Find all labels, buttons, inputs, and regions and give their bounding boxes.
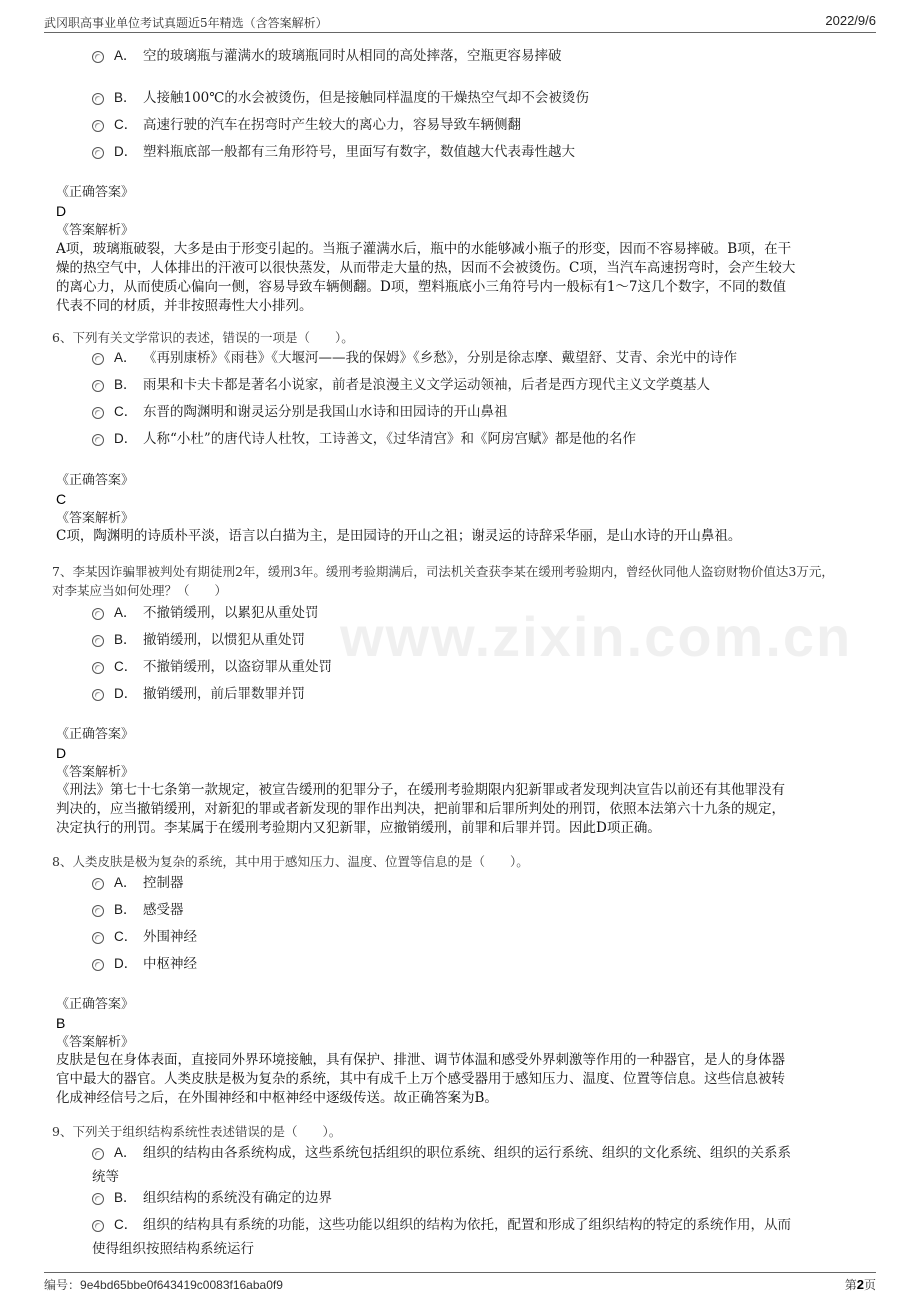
radio-icon[interactable] <box>92 635 104 647</box>
question-9: 9、下列关于组织结构系统性表述错误的是（ ）。 <box>52 1124 342 1139</box>
document-title: 武冈职高事业单位考试真题近5年精选（含答案解析） <box>44 16 328 30</box>
option-text: 控制器 <box>143 875 184 891</box>
page-suffix: 页 <box>863 1278 876 1292</box>
option-letter: B． <box>114 632 137 647</box>
option-letter: C． <box>114 117 138 132</box>
option-letter: C． <box>114 404 138 419</box>
analysis-line: 燥的热空气中，人体排出的汗液可以很快蒸发，从而带走大量的热，因而不会被烫伤。C项，当汽车高速拐弯时，会产生较大 <box>56 260 796 276</box>
q9-option-c-cont <box>92 1237 862 1261</box>
radio-icon[interactable] <box>92 608 104 620</box>
option-letter: B． <box>114 90 137 105</box>
watermark: www.zixin.com.cn <box>340 605 853 668</box>
page-header <box>44 12 876 33</box>
question-8: 8、人类皮肤是极为复杂的系统，其中用于感知压力、温度、位置等信息的是（ ）。 <box>52 854 529 869</box>
radio-icon[interactable] <box>92 905 104 917</box>
page-footer <box>44 1272 876 1293</box>
radio-icon[interactable] <box>92 407 104 419</box>
option-letter: A． <box>114 1145 137 1160</box>
correct-answer-label: 《正确答案》 <box>56 473 135 488</box>
correct-answer: D <box>56 203 67 219</box>
analysis-line: 皮肤是包在身体表面，直接同外界环境接触，具有保护、排泄、调节体温和感受外界刺激等作用的一种器官，是人的身体器 <box>56 1052 785 1068</box>
option-text: 东晋的陶渊明和谢灵运分别是我国山水诗和田园诗的开山鼻祖 <box>143 404 508 420</box>
option-letter: D． <box>114 686 138 701</box>
option-text: 雨果和卡夫卡都是著名小说家，前者是浪漫主义文学运动领袖，后者是西方现代主义文学奠基人 <box>143 377 710 393</box>
radio-icon[interactable] <box>92 380 104 392</box>
analysis-line: 决定执行的刑罚。李某属于在缓刑考验期内又犯新罪，应撤销缓刑，前罪和后罪并罚。因此D项正确。 <box>56 820 661 836</box>
option-letter: A． <box>114 875 137 890</box>
code-value: 9e4bd65bbe0f643419c0083f16aba0f9 <box>80 1278 283 1292</box>
radio-icon[interactable] <box>92 1220 104 1232</box>
correct-answer: D <box>56 745 67 761</box>
analysis-label: 《答案解析》 <box>56 1035 135 1050</box>
option-text: 《再别康桥》《雨巷》《大堰河——我的保姆》《乡愁》，分别是徐志摩、戴望舒、艾青、余光中的诗作 <box>143 350 737 366</box>
radio-icon[interactable] <box>92 932 104 944</box>
option-text: 组织结构的系统没有确定的边界 <box>143 1190 332 1206</box>
question-7 <box>52 562 872 600</box>
analysis-line: 代表不同的材质，并非按照毒性大小排列。 <box>56 298 313 314</box>
option-text: 空的玻璃瓶与灌满水的玻璃瓶同时从相同的高处摔落，空瓶更容易摔破 <box>143 48 562 64</box>
option-text: 撤销缓刑，前后罪数罪并罚 <box>143 686 305 702</box>
analysis-label: 《答案解析》 <box>56 223 135 238</box>
correct-answer-label: 《正确答案》 <box>56 997 135 1012</box>
page-num: 2 <box>856 1277 864 1292</box>
option-text: 组织的结构具有系统的功能，这些功能以组织的结构为依托，配置和形成了组织结构的特定的系统作用，从而 <box>143 1217 791 1233</box>
analysis-text <box>56 527 868 546</box>
analysis-line: 《刑法》第七十七条第一款规定，被宣告缓刑的犯罪分子，在缓刑考验期限内犯新罪或者发现判决宣告以前还有其他罪没有 <box>56 782 785 798</box>
analysis-text <box>56 781 868 838</box>
analysis-line: A项，玻璃瓶破裂，大多是由于形变引起的。当瓶子灌满水后，瓶中的水能够减小瓶子的形变，因而不容易摔破。B项，在干 <box>56 241 792 257</box>
radio-icon[interactable] <box>92 689 104 701</box>
code-label: 编号： <box>44 1278 81 1292</box>
option-letter: C． <box>114 659 138 674</box>
option-text: 中枢神经 <box>143 956 197 972</box>
option-letter: C． <box>114 1217 138 1232</box>
option-letter: B． <box>114 377 137 392</box>
option-letter: D． <box>114 144 138 159</box>
option-text: 高速行驶的汽车在拐弯时产生较大的离心力，容易导致车辆侧翻 <box>143 117 521 133</box>
analysis-line: 的离心力，从而使质心偏向一侧，容易导致车辆侧翻。D项，塑料瓶底小三角符号内一般标有1～7这几个数字，不同的数值 <box>56 279 787 295</box>
option-letter: A． <box>114 48 137 63</box>
radio-icon[interactable] <box>92 959 104 971</box>
option-text: 人称“小杜”的唐代诗人杜牧，工诗善文，《过华清宫》和《阿房宫赋》都是他的名作 <box>143 431 637 447</box>
option-text: 不撤销缓刑，以盗窃罪从重处罚 <box>143 659 332 675</box>
radio-icon[interactable] <box>92 1193 104 1205</box>
radio-icon[interactable] <box>92 93 104 105</box>
option-letter: D． <box>114 956 138 971</box>
question-line: 对李某应当如何处理？（ ） <box>52 583 228 598</box>
option-text: 组织的结构由各系统构成，这些系统包括组织的职位系统、组织的运行系统、组织的文化系统、组织的关系系 <box>143 1145 791 1161</box>
document-code <box>44 1276 283 1293</box>
radio-icon[interactable] <box>92 662 104 674</box>
option-letter: B． <box>114 902 137 917</box>
option-text: 塑料瓶底部一般都有三角形符号，里面写有数字，数值越大代表毒性越大 <box>143 144 575 160</box>
page-number <box>845 1276 876 1293</box>
option-letter: A． <box>114 605 137 620</box>
radio-icon[interactable] <box>92 147 104 159</box>
radio-icon[interactable] <box>92 120 104 132</box>
option-text: 感受器 <box>143 902 184 918</box>
document-date: 2022/9/6 <box>825 13 876 28</box>
question-6: 6、下列有关文学常识的表述，错误的一项是（ ）。 <box>52 330 354 345</box>
option-text-continued: 使得组织按照结构系统运行 <box>92 1241 254 1257</box>
option-text-continued: 统等 <box>92 1169 119 1185</box>
option-letter: D． <box>114 431 138 446</box>
radio-icon[interactable] <box>92 51 104 63</box>
analysis-line: 化成神经信号之后，在外围神经和中枢神经中逐级传送。故正确答案为B。 <box>56 1090 498 1106</box>
option-letter: C． <box>114 929 138 944</box>
radio-icon[interactable] <box>92 353 104 365</box>
correct-answer: C <box>56 491 67 507</box>
option-letter: A． <box>114 350 137 365</box>
analysis-text <box>56 240 868 316</box>
analysis-line: 判决的，应当撤销缓刑，对新犯的罪或者新发现的罪作出判决，把前罪和后罪所判处的刑罚，依照本法第六十九条的规定， <box>56 801 785 817</box>
radio-icon[interactable] <box>92 1148 104 1160</box>
option-text: 外围神经 <box>143 929 197 945</box>
analysis-text <box>56 1051 868 1108</box>
analysis-label: 《答案解析》 <box>56 765 135 780</box>
correct-answer-label: 《正确答案》 <box>56 727 135 742</box>
correct-answer: B <box>56 1015 66 1031</box>
analysis-label: 《答案解析》 <box>56 511 135 526</box>
question-line: 7、李某因诈骗罪被判处有期徒刑2年，缓刑3年。缓刑考验期满后，司法机关查获李某在缓刑考验期内，曾经伙同他人盗窃财物价值达3万元， <box>52 564 834 579</box>
option-text: 人接触100℃的水会被烫伤，但是接触同样温度的干燥热空气却不会被烫伤 <box>143 90 589 106</box>
analysis-line: C项，陶渊明的诗质朴平淡，语言以白描为主，是田园诗的开山之祖；谢灵运的诗辞采华丽，是山水诗的开山鼻祖。 <box>56 528 742 544</box>
option-letter: B． <box>114 1190 137 1205</box>
page-prefix: 第 <box>844 1278 857 1292</box>
option-text: 撤销缓刑，以惯犯从重处罚 <box>143 632 305 648</box>
radio-icon[interactable] <box>92 434 104 446</box>
radio-icon[interactable] <box>92 878 104 890</box>
option-text: 不撤销缓刑，以累犯从重处罚 <box>143 605 319 621</box>
correct-answer-label: 《正确答案》 <box>56 185 135 200</box>
analysis-line: 官中最大的器官。人类皮肤是极为复杂的系统，其中有成千上万个感受器用于感知压力、温度、位置等信息。这些信息被转 <box>56 1071 785 1087</box>
